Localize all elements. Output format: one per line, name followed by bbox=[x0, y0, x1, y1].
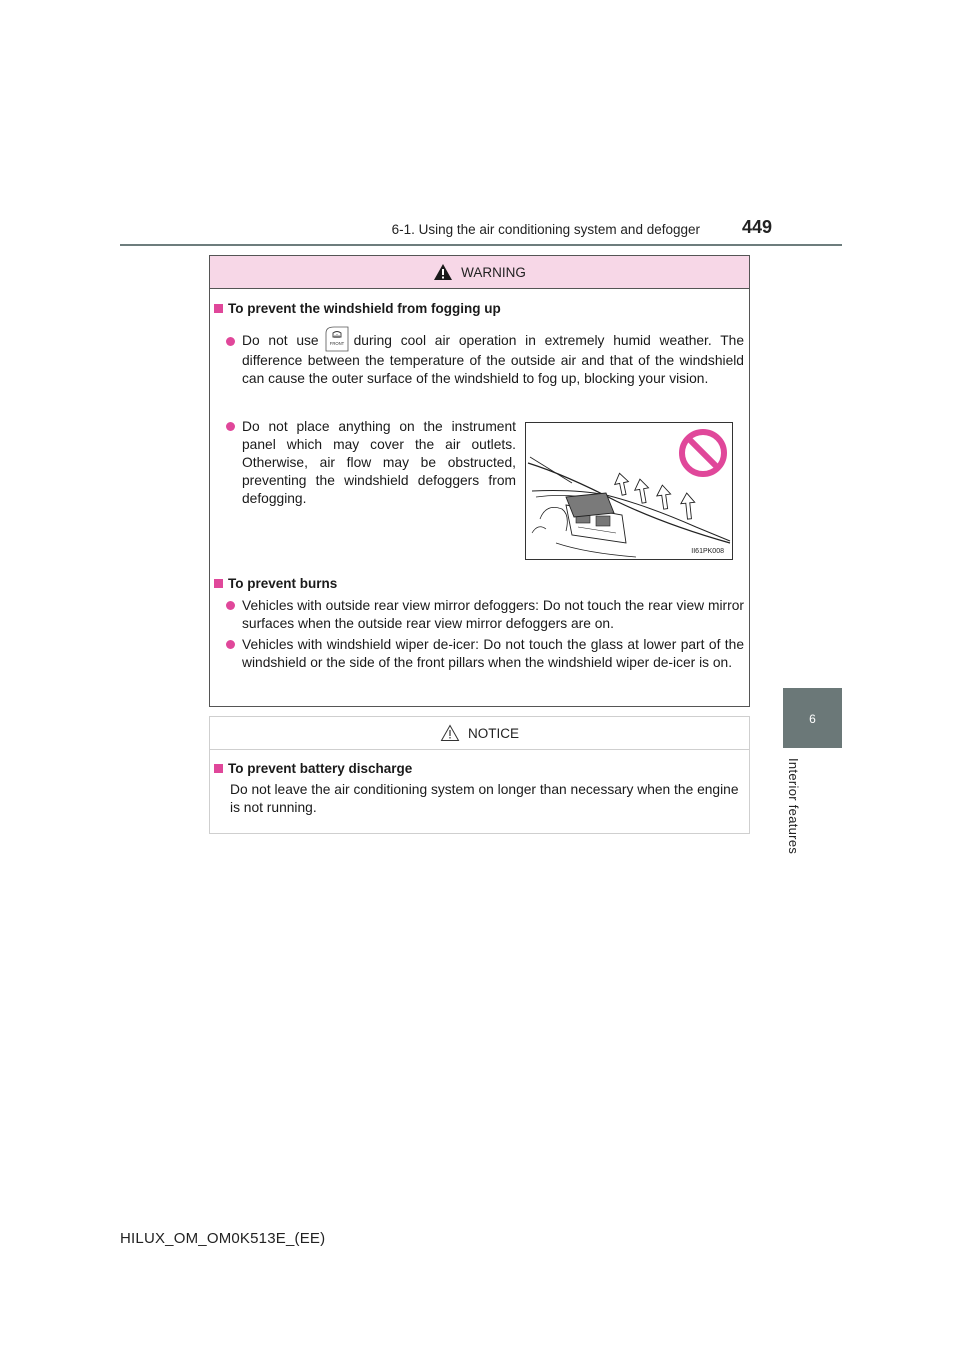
square-bullet-icon bbox=[214, 764, 223, 773]
chapter-label: Interior features bbox=[786, 758, 801, 855]
bullet-text: Vehicles with windshield wiper de-icer: Do not touch the glass at lower part of the windshield or the side of the front pillars when the windshield wiper de-icer is on. bbox=[242, 637, 744, 670]
warning-triangle-icon bbox=[433, 263, 453, 281]
document-code: HILUX_OM_OM0K513E_(EE) bbox=[120, 1230, 326, 1247]
dot-bullet-icon bbox=[226, 640, 235, 649]
warning-heading: WARNING bbox=[461, 264, 526, 280]
bullet-text-start: Do not use bbox=[242, 333, 319, 349]
notice-header bbox=[210, 717, 749, 750]
notice-text: Do not leave the air conditioning system on longer than necessary when the engine is not running. bbox=[230, 782, 739, 815]
bullet-text bbox=[242, 331, 744, 388]
notice-triangle-icon bbox=[440, 724, 460, 742]
bullet-text: Do not place anything on the instrument panel which may cover the air outlets. Otherwise, air flow may be obstructed, preventing the windshield defoggers from defogging. bbox=[242, 419, 516, 506]
square-bullet-icon bbox=[214, 579, 223, 588]
header-rule bbox=[120, 244, 842, 246]
section-title-burns bbox=[214, 576, 337, 591]
dashboard-illustration bbox=[525, 422, 733, 560]
page-header bbox=[120, 214, 842, 248]
bullet-item bbox=[226, 418, 516, 513]
dot-bullet-icon bbox=[226, 601, 235, 610]
page-number: 449 bbox=[741, 217, 772, 237]
dot-bullet-icon bbox=[226, 422, 235, 431]
front-defogger-icon bbox=[324, 325, 349, 352]
bullet-item bbox=[226, 331, 744, 411]
bullet-item bbox=[226, 597, 744, 635]
notice-heading: NOTICE bbox=[467, 725, 519, 741]
section-title-text: To prevent battery discharge bbox=[228, 761, 413, 776]
section-title-text: To prevent the windshield from fogging up bbox=[228, 301, 501, 316]
bullet-text-end: during cool air operation in extremely humid weather. The difference between the temperature of the outside air and that of the windshield can cause the outer surface of the windshield to fog up, blocking your vision. bbox=[242, 333, 744, 386]
section-title-text: To prevent burns bbox=[228, 576, 338, 591]
warning-header bbox=[210, 256, 749, 289]
dashboard-air-outlet-image bbox=[526, 423, 732, 559]
bullet-text: Vehicles with outside rear view mirror defoggers: Do not touch the rear view mirror surfaces when the outside rear view mirror defoggers are on. bbox=[242, 598, 744, 631]
square-bullet-icon bbox=[214, 304, 223, 313]
bullet-item bbox=[226, 636, 744, 692]
section-title-battery bbox=[214, 761, 412, 776]
section-title-fogging bbox=[214, 301, 501, 316]
icon-label: FRONT bbox=[329, 341, 344, 346]
illustration-code: II61PK008 bbox=[691, 548, 724, 555]
prohibition-icon bbox=[682, 432, 724, 474]
dot-bullet-icon bbox=[226, 337, 235, 346]
chapter-tab[interactable] bbox=[783, 688, 842, 748]
chapter-number: 6 bbox=[809, 712, 816, 726]
section-heading: 6-1. Using the air conditioning system and defogger bbox=[391, 222, 700, 237]
